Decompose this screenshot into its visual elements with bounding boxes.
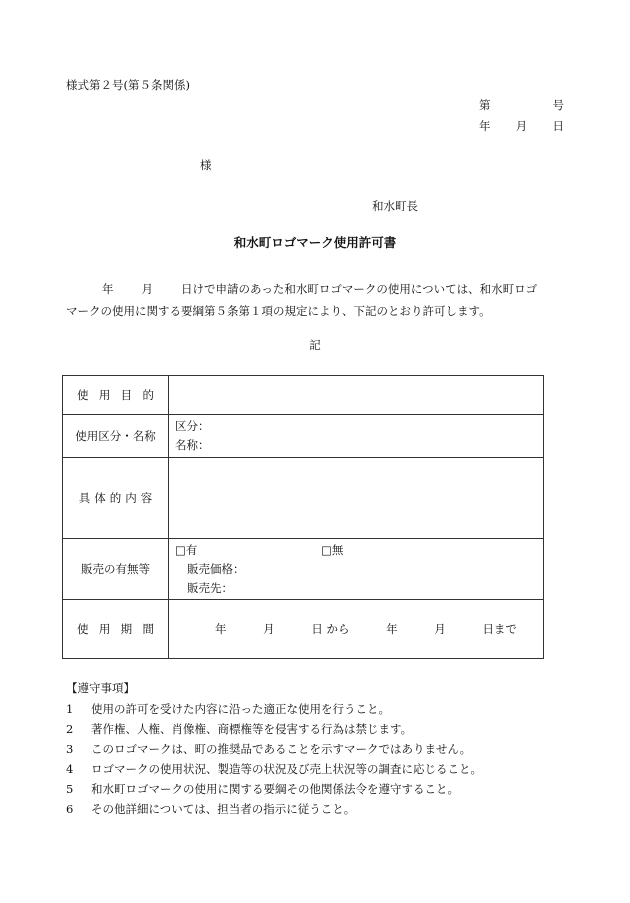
sales-value xyxy=(169,539,544,600)
table-row xyxy=(63,376,544,415)
category-label: 使用区分・名称 xyxy=(75,429,156,443)
period-year-end: 年 xyxy=(386,622,398,636)
sales-label: 販売の有無等 xyxy=(81,562,150,576)
period-value[interactable] xyxy=(169,600,544,659)
rule-item: 3 このロゴマークは、町の推奨品であることを示すマークではありません。 xyxy=(66,742,472,756)
period-year-start: 年 xyxy=(215,622,227,636)
sales-price[interactable]: 販売価格： xyxy=(187,561,245,576)
table-row xyxy=(63,415,544,458)
number-suffix: 号 xyxy=(552,98,564,112)
body-paragraph xyxy=(66,278,546,322)
purpose-label: 使用目的 xyxy=(76,388,165,402)
purpose-label-cell xyxy=(63,376,169,415)
page-title: 和水町ロゴマーク使用許可書 xyxy=(233,235,397,250)
date-month: 月 xyxy=(515,119,528,133)
body-month: 月 xyxy=(141,282,153,296)
table-row xyxy=(63,458,544,539)
number-prefix: 第 xyxy=(479,98,491,112)
category-name: 名称： xyxy=(175,438,210,452)
ki-heading: 記 xyxy=(309,338,321,352)
purpose-value[interactable] xyxy=(169,376,544,415)
rule-item: 2 著作権、人権、肖像権、商標権等を侵害する行為は禁じます。 xyxy=(66,722,413,736)
sales-yes-checkbox[interactable]: □有 xyxy=(175,542,198,557)
document-number xyxy=(479,100,564,112)
issue-date xyxy=(479,121,564,133)
category-label-cell xyxy=(63,415,169,458)
form-label: 様式第２号(第５条関係) xyxy=(66,78,190,92)
body-text: 日けで申請のあった和水町ロゴマークの使用については、和水町ロゴマークの使用に関する要綱第５条第１項の規定により、下記のとおり許可します。 xyxy=(66,282,538,318)
sales-label-cell xyxy=(63,539,169,600)
period-day-end: 日まで xyxy=(482,622,517,636)
table-row xyxy=(63,539,544,600)
content-value[interactable] xyxy=(169,458,544,539)
rule-item: 4 ロゴマークの使用状況、製造等の状況及び売上状況等の調査に応じること。 xyxy=(66,762,482,776)
period-label: 使用期間 xyxy=(76,622,165,636)
category-kubun: 区分： xyxy=(175,419,210,433)
table-row xyxy=(63,600,544,659)
sales-no-checkbox[interactable]: □無 xyxy=(321,542,344,557)
category-value[interactable] xyxy=(169,415,544,458)
addressee: 様 xyxy=(200,158,212,172)
content-label: 具体的内容 xyxy=(78,491,157,505)
rule-item: 5 和水町ロゴマークの使用に関する要綱その他関係法令を遵守すること。 xyxy=(66,782,459,796)
rule-item: 1 使用の許可を受けた内容に沿った適正な使用を行うこと。 xyxy=(66,702,390,716)
issuer: 和水町長 xyxy=(372,199,418,213)
period-label-cell xyxy=(63,600,169,659)
date-day: 日 xyxy=(552,119,564,133)
period-month-start: 月 xyxy=(263,622,275,636)
body-year: 年 xyxy=(102,282,114,296)
period-day-start: 日 から xyxy=(311,622,350,636)
rules-heading: 【遵守事項】 xyxy=(66,681,135,695)
period-month-end: 月 xyxy=(434,622,446,636)
date-year: 年 xyxy=(479,119,491,133)
sales-destination[interactable]: 販売先： xyxy=(187,580,233,595)
permit-table xyxy=(62,375,544,659)
content-label-cell xyxy=(63,458,169,539)
rule-item: 6 その他詳細については、担当者の指示に従うこと。 xyxy=(66,802,356,816)
